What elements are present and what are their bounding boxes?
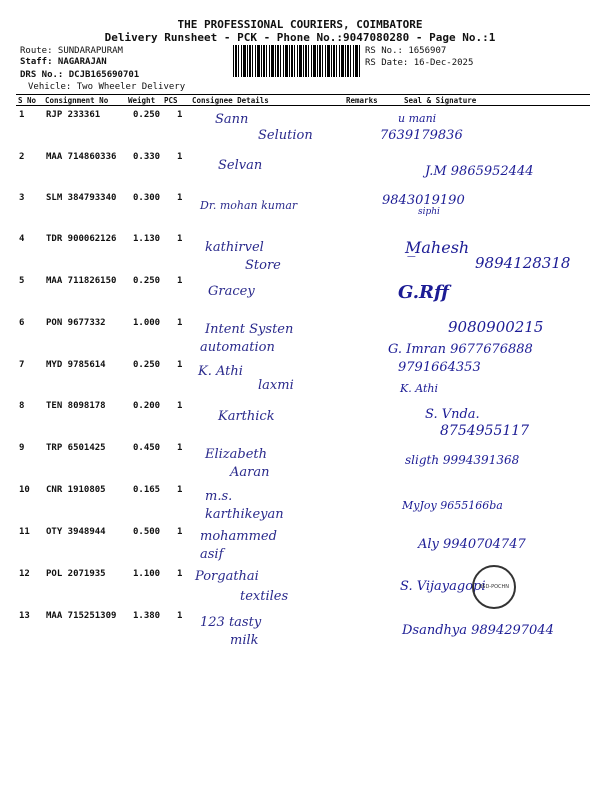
table-row (0, 527, 600, 567)
row-weight: 0.330 (133, 152, 161, 162)
header-rule-bottom (16, 105, 590, 106)
table-row (0, 276, 600, 316)
row-weight: 1.100 (133, 569, 161, 579)
row-pcs: 1 (177, 485, 183, 495)
table-row (0, 110, 600, 150)
signature-line1: G.Rff (398, 282, 449, 303)
row-pcs: 1 (177, 611, 183, 621)
signature-line1: J.M 9865952444 (425, 164, 534, 179)
consignee-line1: mohammed (200, 529, 277, 544)
col-weight: Weight (128, 96, 156, 105)
drs-number: DRS No.: DCJB165690701 (20, 70, 140, 80)
signature-line1: u mani (398, 112, 437, 125)
row-pcs: 1 (177, 276, 183, 286)
consignee-line2: milk (230, 633, 259, 648)
row-consignment: TDR 900062126 (46, 234, 117, 244)
page-title: THE PROFESSIONAL COURIERS, COIMBATORE (177, 18, 423, 31)
consignee-line2: Store (245, 258, 281, 273)
row-consignment: CNR 1910805 (46, 485, 106, 495)
row-pcs: 1 (177, 527, 183, 537)
consignee-line1: Porgathai (195, 569, 259, 584)
col-remarks: Remarks (346, 96, 378, 105)
vehicle-label: Vehicle: Two Wheeler Delivery (28, 82, 186, 92)
signature-line1: S. Vijayagopi (400, 579, 486, 594)
table-row (0, 611, 600, 651)
row-sno: 8 (19, 401, 25, 411)
row-consignment: MYD 9785614 (46, 360, 106, 370)
signature-line1: M̲ahesh (405, 238, 470, 257)
table-row (0, 485, 600, 525)
consignee-line1: Selvan (218, 158, 263, 173)
consignee-line2: textiles (240, 589, 289, 604)
row-sno: 6 (19, 318, 25, 328)
staff-label: Staff: NAGARAJAN (20, 57, 107, 67)
row-weight: 1.380 (133, 611, 161, 621)
row-pcs: 1 (177, 401, 183, 411)
row-pcs: 1 (177, 110, 183, 120)
row-consignment: OTY 3948944 (46, 527, 106, 537)
consignee-line1: m.s. (205, 489, 233, 504)
row-sno: 4 (19, 234, 25, 244)
signature-line1: Dsandhya 9894297044 (402, 623, 554, 638)
signature-line1: sligth 9994391368 (405, 453, 520, 467)
signature-line2: 8754955117 (440, 423, 530, 439)
consignee-line2: laxmi (258, 378, 294, 393)
consignee-line1: Karthick (218, 409, 275, 424)
consignee-line1: Intent Systen (205, 322, 294, 337)
row-pcs: 1 (177, 193, 183, 203)
rs-date: RS Date: 16-Dec-2025 (365, 58, 474, 68)
consignee-line1: K. Athi (198, 364, 243, 379)
row-weight: 0.200 (133, 401, 161, 411)
row-weight: 1.000 (133, 318, 161, 328)
signature-line1: MyJoy 9655166ba (402, 499, 503, 512)
signature-line1: Aly 9940704747 (418, 537, 526, 552)
table-row (0, 443, 600, 483)
signature-line2: K. Athi (400, 382, 438, 395)
row-consignment: SLM 384793340 (46, 193, 117, 203)
page-subtitle: Delivery Runsheet - PCK - Phone No.:9047080280 - Page No.:1 (104, 31, 496, 44)
row-weight: 0.165 (133, 485, 161, 495)
row-consignment: PON 9677332 (46, 318, 106, 328)
row-sno: 10 (19, 485, 30, 495)
rs-number: RS No.: 1656907 (365, 46, 447, 56)
row-weight: 0.250 (133, 360, 161, 370)
row-weight: 0.450 (133, 443, 161, 453)
row-sno: 5 (19, 276, 25, 286)
row-pcs: 1 (177, 152, 183, 162)
consignee-line1: 123 tasty (200, 615, 262, 630)
row-sno: 7 (19, 360, 25, 370)
table-row (0, 360, 600, 400)
table-row (0, 318, 600, 358)
row-weight: 0.250 (133, 110, 161, 120)
row-consignment: POL 2071935 (46, 569, 106, 579)
table-row (0, 234, 600, 274)
col-pcs: PCS (164, 96, 178, 105)
consignee-line1: Sann (215, 112, 249, 127)
signature-line2: G. Imran 9677676888 (388, 342, 533, 357)
consignee-line1: kathirvel (205, 240, 264, 255)
row-weight: 0.500 (133, 527, 161, 537)
signature-line2: 7639179836 (380, 128, 463, 143)
barcode (233, 45, 361, 77)
row-pcs: 1 (177, 443, 183, 453)
consignee-line2: karthikeyan (205, 507, 284, 522)
consignee-line1: Gracey (208, 284, 255, 299)
signature-line2: 9894128318 (475, 254, 571, 272)
col-sno: S No (18, 96, 37, 105)
consignee-line1: Elizabeth (205, 447, 268, 462)
table-row (0, 401, 600, 441)
col-seal: Seal & Signature (404, 96, 477, 105)
consignee-line2: Selution (258, 128, 313, 143)
header-rule-top (16, 94, 590, 95)
row-sno: 1 (19, 110, 25, 120)
row-consignment: RJP 233361 (46, 110, 101, 120)
consignee-line2: asif (200, 547, 224, 562)
col-consignee: Consignee Details (192, 96, 269, 105)
signature-line1: 9080900215 (448, 318, 544, 336)
row-pcs: 1 (177, 318, 183, 328)
seal-stamp: BSD-POCHN (472, 565, 516, 609)
col-consignment: Consignment No (45, 96, 109, 105)
table-row (0, 152, 600, 192)
row-weight: 1.130 (133, 234, 161, 244)
row-sno: 13 (19, 611, 30, 621)
table-row (0, 193, 600, 233)
consignee-line2: Aaran (230, 465, 270, 480)
row-consignment: MAA 711826150 (46, 276, 117, 286)
signature-line1: S. Vnda. (425, 407, 480, 422)
row-consignment: TRP 6501425 (46, 443, 106, 453)
signature-line1: 9843019190 (382, 193, 465, 208)
row-weight: 0.300 (133, 193, 161, 203)
row-pcs: 1 (177, 234, 183, 244)
route-label: Route: SUNDARAPURAM (20, 46, 123, 56)
consignee-line2: automation (200, 340, 275, 355)
consignee-line1: Dr. mohan kumar (200, 199, 298, 212)
row-sno: 12 (19, 569, 30, 579)
row-consignment: TEN 8098178 (46, 401, 106, 411)
row-pcs: 1 (177, 569, 183, 579)
row-consignment: MAA 715251309 (46, 611, 117, 621)
row-weight: 0.250 (133, 276, 161, 286)
signature-line2: siphi (418, 207, 440, 217)
signature-line1: 9791664353 (398, 360, 481, 375)
row-sno: 9 (19, 443, 25, 453)
row-sno: 2 (19, 152, 25, 162)
row-pcs: 1 (177, 360, 183, 370)
row-consignment: MAA 714860336 (46, 152, 117, 162)
row-sno: 3 (19, 193, 25, 203)
row-sno: 11 (19, 527, 30, 537)
